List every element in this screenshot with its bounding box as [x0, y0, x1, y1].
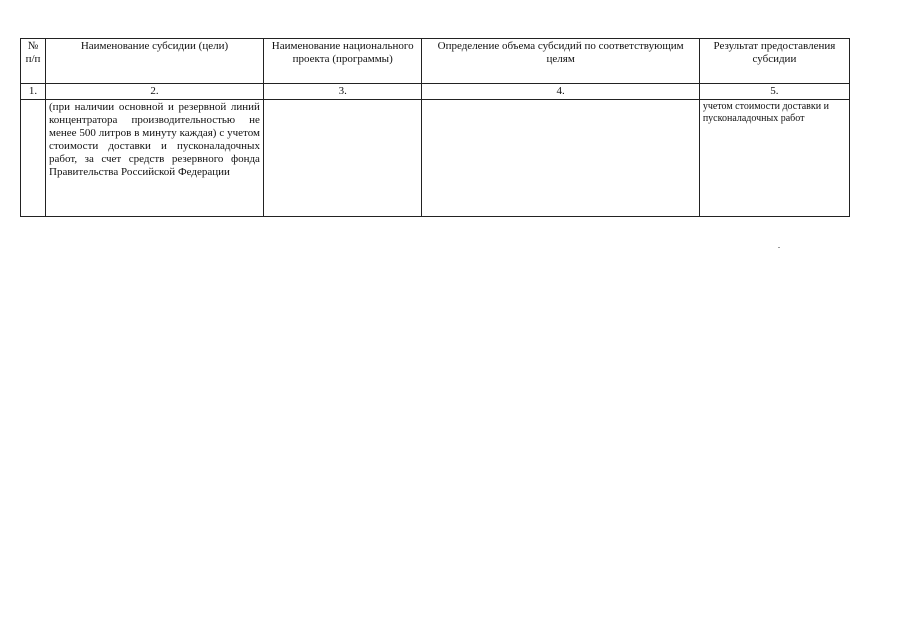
row-subsidy-name-cell: (при наличии основной и резервной линий концентратора производительностью не менее 500 литров в минуту каждая) с учетом стоимости доставки и пусконаладочных работ, за счет средств резервного фонда Правительства Российской Федерации [46, 100, 264, 217]
scan-speck [778, 247, 780, 248]
column-number: 4. [422, 84, 699, 100]
header-result: Результат предоставления субсидии [699, 39, 849, 84]
column-number: 5. [699, 84, 849, 100]
header-volume: Определение объема субсидий по соответствующим целям [422, 39, 699, 84]
row-volume-cell [422, 100, 699, 217]
column-number: 3. [263, 84, 422, 100]
header-subsidy-name: Наименование субсидии (цели) [46, 39, 264, 84]
column-number-row [21, 84, 850, 100]
column-number: 2. [46, 84, 264, 100]
row-project-name-cell [263, 100, 422, 217]
table-header-row [21, 39, 850, 84]
header-num: № п/п [21, 39, 46, 84]
column-number: 1. [21, 84, 46, 100]
row-num-cell [21, 100, 46, 217]
table-row [21, 100, 850, 217]
header-project-name: Наименование национального проекта (программы) [263, 39, 422, 84]
row-result-cell: учетом стоимости доставки и пусконаладочных работ [699, 100, 849, 217]
subsidy-table [20, 38, 850, 217]
